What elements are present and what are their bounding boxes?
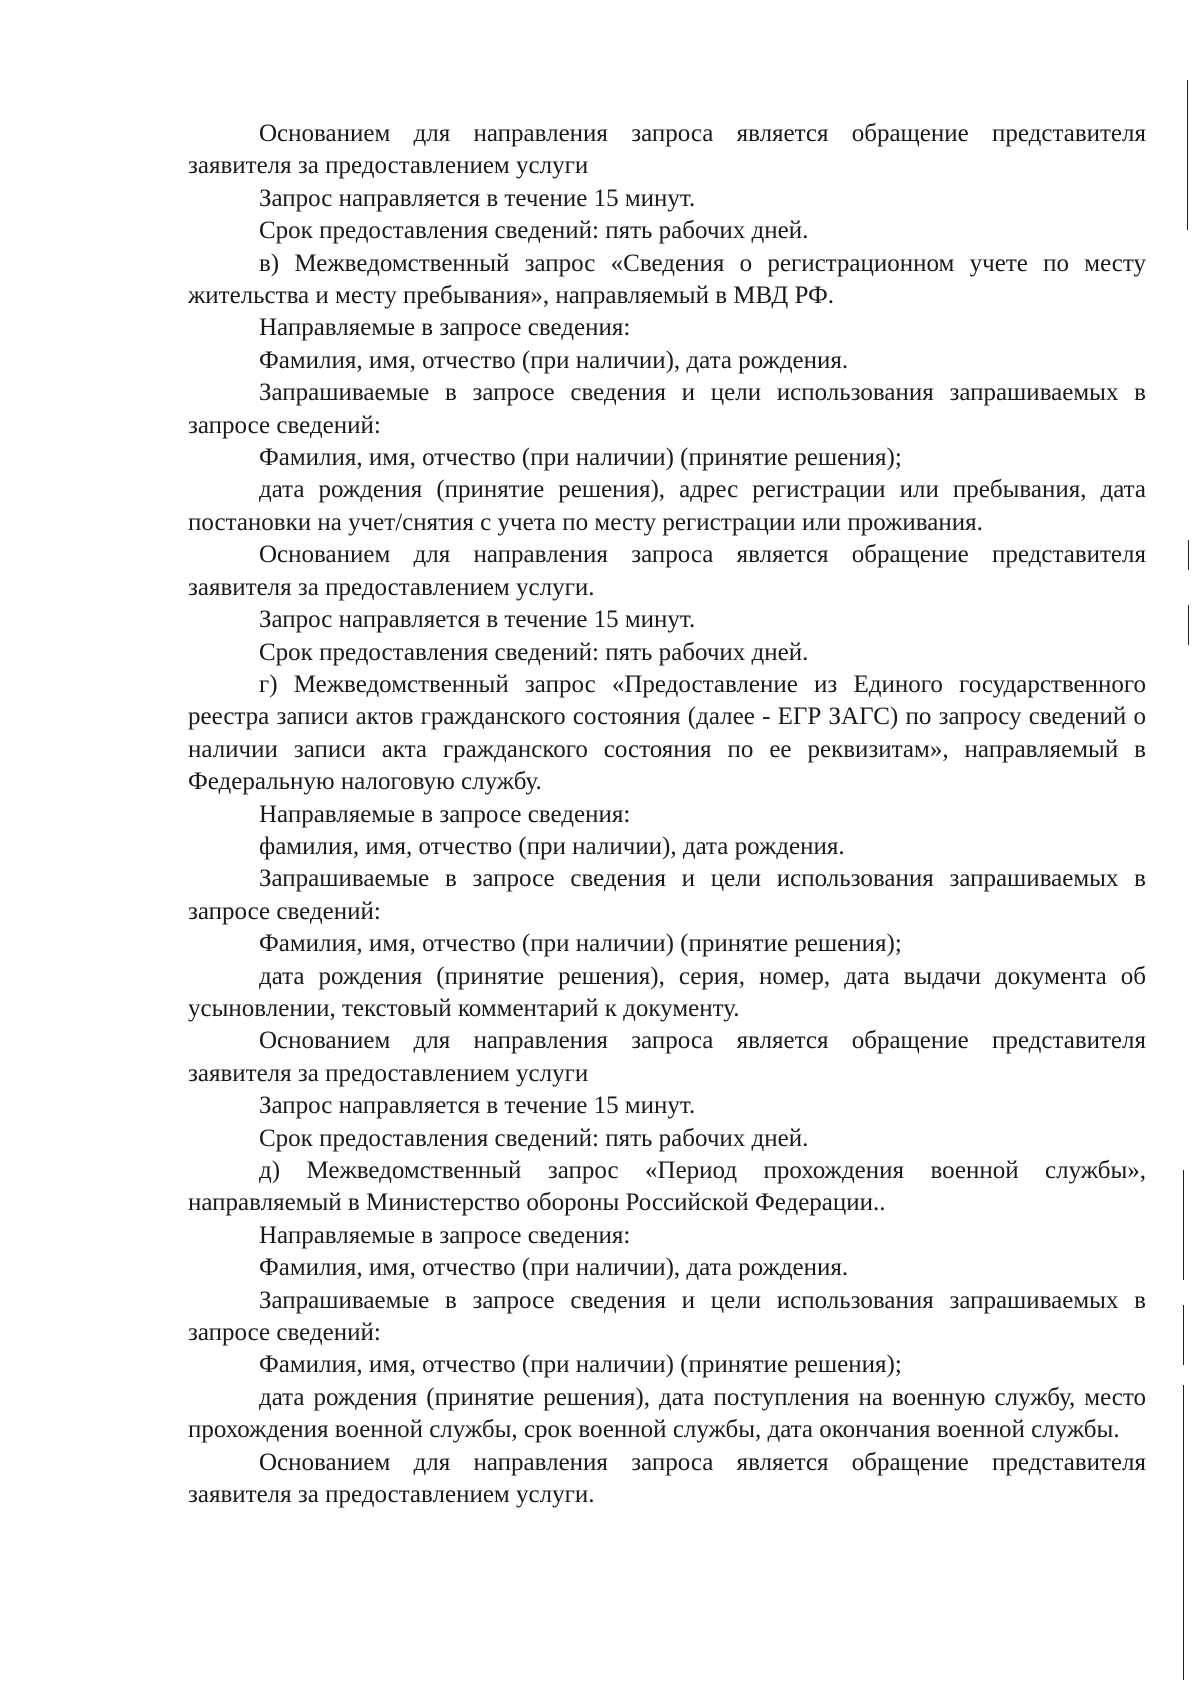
paragraph: Запрос направляется в течение 15 минут. <box>259 1092 696 1120</box>
document-page <box>188 118 1146 1511</box>
scan-edge-line <box>1188 605 1189 645</box>
paragraph: фамилия, имя, отчество (при наличии), дата рождения. <box>259 832 845 860</box>
paragraph: Срок предоставления сведений: пять рабочих дней. <box>259 1124 809 1152</box>
paragraph: Фамилия, имя, отчество (при наличии) (принятие решения); <box>259 1351 902 1379</box>
paragraph: дата рождения (принятие решения), серия, номер, дата выдачи документа об усыновлении, текстовый комментарий к документу. <box>188 962 1146 1022</box>
paragraph: Запрос направляется в течение 15 минут. <box>259 184 696 212</box>
paragraph: Фамилия, имя, отчество (при наличии) (принятие решения); <box>259 930 902 958</box>
paragraph: Срок предоставления сведений: пять рабочих дней. <box>259 217 809 245</box>
paragraph: Направляемые в запросе сведения: <box>259 314 631 342</box>
scan-edge-line <box>1183 1385 1184 1680</box>
paragraph: Фамилия, имя, отчество (при наличии), дата рождения. <box>259 346 849 374</box>
scan-edge-line <box>1188 540 1189 570</box>
scan-edge-line <box>1183 1305 1184 1365</box>
paragraph: дата рождения (принятие решения), дата поступления на военную службу, место прохождения военной службы, срок военной службы, дата окончания военной службы. <box>188 1383 1146 1444</box>
paragraph: Запрашиваемые в запросе сведения и цели использования запрашиваемых в запросе сведений: <box>188 865 1146 925</box>
paragraph: Основанием для направления запроса является обращение представителя заявителя за предоставлением услуги. <box>188 1448 1146 1509</box>
paragraph: д) Межведомственный запрос «Период прохождения военной службы», направляемый в Министерство обороны Российской Федерации.. <box>188 1157 1146 1217</box>
paragraph: Основанием для направления запроса является обращение представителя заявителя за предоставлением услуги <box>188 120 1146 180</box>
paragraph: Основанием для направления запроса является обращение представителя заявителя за предоставлением услуги <box>188 1027 1146 1087</box>
scan-edge-line <box>1187 80 1188 230</box>
paragraph: Фамилия, имя, отчество (при наличии), дата рождения. <box>259 1254 849 1282</box>
paragraph: Запрашиваемые в запросе сведения и цели использования запрашиваемых в запросе сведений: <box>188 379 1146 439</box>
paragraph: Основанием для направления запроса является обращение представителя заявителя за предоставлением услуги. <box>188 541 1146 601</box>
paragraph: дата рождения (принятие решения), адрес регистрации или пребывания, дата постановки на учет/снятия с учета по месту регистрации или проживания. <box>188 476 1146 536</box>
paragraph: в) Межведомственный запрос «Сведения о регистрационном учете по месту жительства и месту пребывания», направляемый в МВД РФ. <box>188 249 1146 310</box>
paragraph: Направляемые в запросе сведения: <box>259 800 631 828</box>
paragraph: г) Межведомственный запрос «Предоставление из Единого государственного реестра записи актов гражданского состояния (далее - ЕГР ЗАГС) по запросу сведений о наличии записи акта гражданского состояния по ее реквизитам», направляемый в Федеральную налоговую службу. <box>188 670 1146 796</box>
paragraph: Срок предоставления сведений: пять рабочих дней. <box>259 638 809 666</box>
paragraph: Направляемые в запросе сведения: <box>259 1221 631 1249</box>
paragraph: Фамилия, имя, отчество (при наличии) (принятие решения); <box>259 444 902 472</box>
paragraph: Запрос направляется в течение 15 минут. <box>259 606 696 634</box>
paragraph: Запрашиваемые в запросе сведения и цели использования запрашиваемых в запросе сведений: <box>188 1286 1146 1347</box>
scan-edge-line <box>1183 1170 1184 1280</box>
